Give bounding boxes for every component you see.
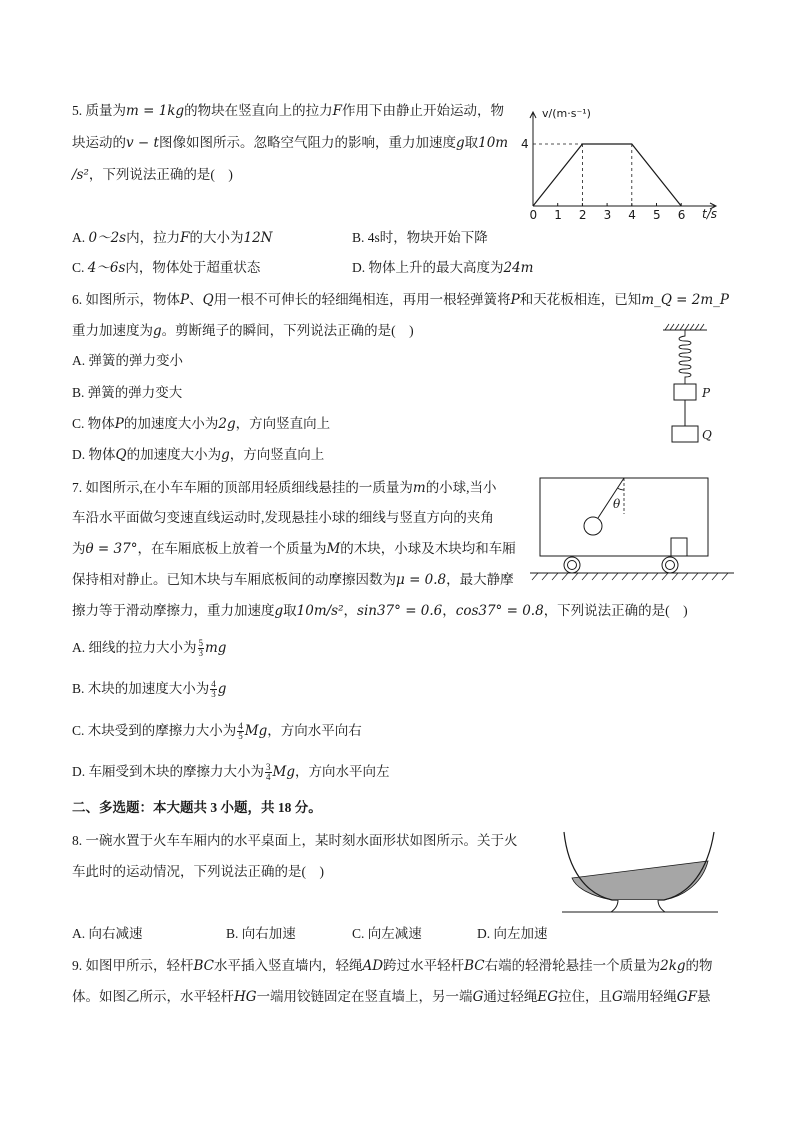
x-tick-label: 3	[603, 208, 612, 222]
vt-axes	[530, 112, 716, 209]
y-axis-label: v/(m·s⁻¹)	[542, 107, 591, 120]
q8-option-b[interactable]: B. 向右加速	[226, 926, 296, 941]
vt-chart	[520, 100, 725, 225]
fraction: $\frac{5}{3}$	[198, 638, 203, 659]
bowl-foot	[611, 900, 665, 912]
q6-option-c[interactable]: C. 物体P的加速度大小为2g，方向竖直向上	[72, 416, 331, 432]
q7-line-2: 车沿水平面做匀变速直线运动时,发现悬挂小球的细线与竖直方向的夹角	[72, 510, 494, 525]
bowl-diagram	[556, 828, 726, 920]
q7-line-3: 为θ = 37°，在车厢底板上放着一个质量为M的木块，小球及木块均和车厢	[72, 541, 516, 557]
x-tick-label: 1	[554, 208, 562, 222]
wheel-left	[564, 557, 580, 573]
x-tick-label: 5	[653, 208, 661, 222]
q8-line-1: 8. 一碗水置于火车车厢内的水平桌面上，某时刻水面形状如图所示。关于火	[72, 833, 518, 848]
label-theta: θ	[613, 497, 621, 511]
block-p	[674, 384, 696, 400]
q7-option-c[interactable]: C. 木块受到的摩擦力大小为 $\frac{4}{5}$ Mg，方向水平向右	[72, 721, 362, 742]
bowl-water	[572, 861, 708, 900]
vt-series-line	[533, 144, 681, 206]
q5-line-1: 5. 质量为m = 1kg的物块在竖直向上的拉力F作用下由静止开始运动，物	[72, 103, 504, 119]
wooden-block	[671, 538, 687, 556]
q7-option-b[interactable]: B. 木块的加速度大小为 $\frac{4}{3}$ g	[72, 679, 227, 700]
fraction: $\frac{4}{5}$	[238, 721, 243, 742]
ceiling-hatch	[665, 324, 704, 330]
x-tick-label: 6	[677, 208, 686, 222]
section-2-title: 二、多选题：本大题共 3 小题，共 18 分。	[72, 800, 322, 815]
ground-hatch	[532, 573, 728, 580]
q5-option-d[interactable]: D. 物体上升的最大高度为24m	[352, 260, 534, 276]
q5-option-b[interactable]: B. 4s时，物块开始下降	[352, 230, 488, 245]
q8-option-d[interactable]: D. 向左加速	[477, 926, 548, 941]
q7-line-1: 7. 如图所示,在小车车厢的顶部用轻质细线悬挂的一质量为m的小球,当小	[72, 480, 497, 496]
q9-line-1: 9. 如图甲所示，轻杆BC水平插入竖直墙内，轻绳AD跨过水平轻杆BC右端的轻滑轮悬挂一个质量为2kg的物	[72, 958, 713, 974]
q8-line-2: 车此时的运动情况，下列说法正确的是( )	[72, 864, 324, 879]
q5-line-3: /s²，下列说法正确的是( )	[72, 167, 233, 183]
x-axis-label: t/s	[702, 207, 717, 221]
q7-option-d[interactable]: D. 车厢受到木块的摩擦力大小为 $\frac{3}{4}$ Mg，方向水平向左	[72, 762, 390, 783]
q7-line-5: 擦力等于滑动摩擦力，重力加速度g取10m/s²，sin37° = 0.6，cos37° = 0.8，下列说法正确的是( )	[72, 603, 688, 619]
q8-option-c[interactable]: C. 向左减速	[352, 926, 422, 941]
vt-guides	[533, 144, 632, 206]
q6-line-1: 6. 如图所示，物体P、Q用一根不可伸长的轻细绳相连，再用一根轻弹簧将P和天花板相连，已知m_Q = 2m_P	[72, 292, 730, 308]
x-tick-label: 4	[628, 208, 636, 222]
y-tick-group	[521, 137, 529, 151]
wheel-right	[662, 557, 678, 573]
block-q	[672, 426, 698, 442]
x-tick-label: 2	[578, 208, 587, 222]
ball	[584, 517, 602, 535]
q6-option-d[interactable]: D. 物体Q的加速度大小为g，方向竖直向上	[72, 447, 325, 463]
q7-line-4: 保持相对静止。已知木块与车厢底板间的动摩擦因数为μ = 0.8，最大静摩	[72, 572, 514, 588]
spring-diagram	[655, 318, 725, 453]
q5-option-c[interactable]: C. 4～6s内，物体处于超重状态	[72, 260, 261, 276]
q8-option-a[interactable]: A. 向右减速	[72, 926, 143, 941]
spring	[679, 330, 691, 384]
cart-diagram	[528, 474, 743, 584]
q5-line-2: 块运动的v − t图像如图所示。忽略空气阻力的影响，重力加速度g取10m	[72, 135, 509, 151]
q6-option-a[interactable]: A. 弹簧的弹力变小	[72, 353, 183, 368]
q6-line-2: 重力加速度为g。剪断绳子的瞬间，下列说法正确的是( )	[72, 323, 414, 339]
y-tick-label: 4	[521, 137, 529, 151]
label-q: Q	[702, 428, 712, 442]
x-tick-label: 0	[529, 208, 538, 222]
label-p: P	[702, 386, 711, 400]
q7-option-a[interactable]: A. 细线的拉力大小为 $\frac{5}{3}$ mg	[72, 638, 227, 659]
fraction: $\frac{4}{3}$	[211, 679, 216, 700]
fraction: $\frac{3}{4}$	[266, 762, 271, 783]
q5-option-a[interactable]: A. 0～2s内，拉力F的大小为12N	[72, 230, 273, 246]
q6-option-b[interactable]: B. 弹簧的弹力变大	[72, 385, 183, 400]
q9-line-2: 体。如图乙所示，水平轻杆HG一端用铰链固定在竖直墙上，另一端G通过轻绳EG拉住，且G端用轻绳GF悬	[72, 989, 711, 1005]
